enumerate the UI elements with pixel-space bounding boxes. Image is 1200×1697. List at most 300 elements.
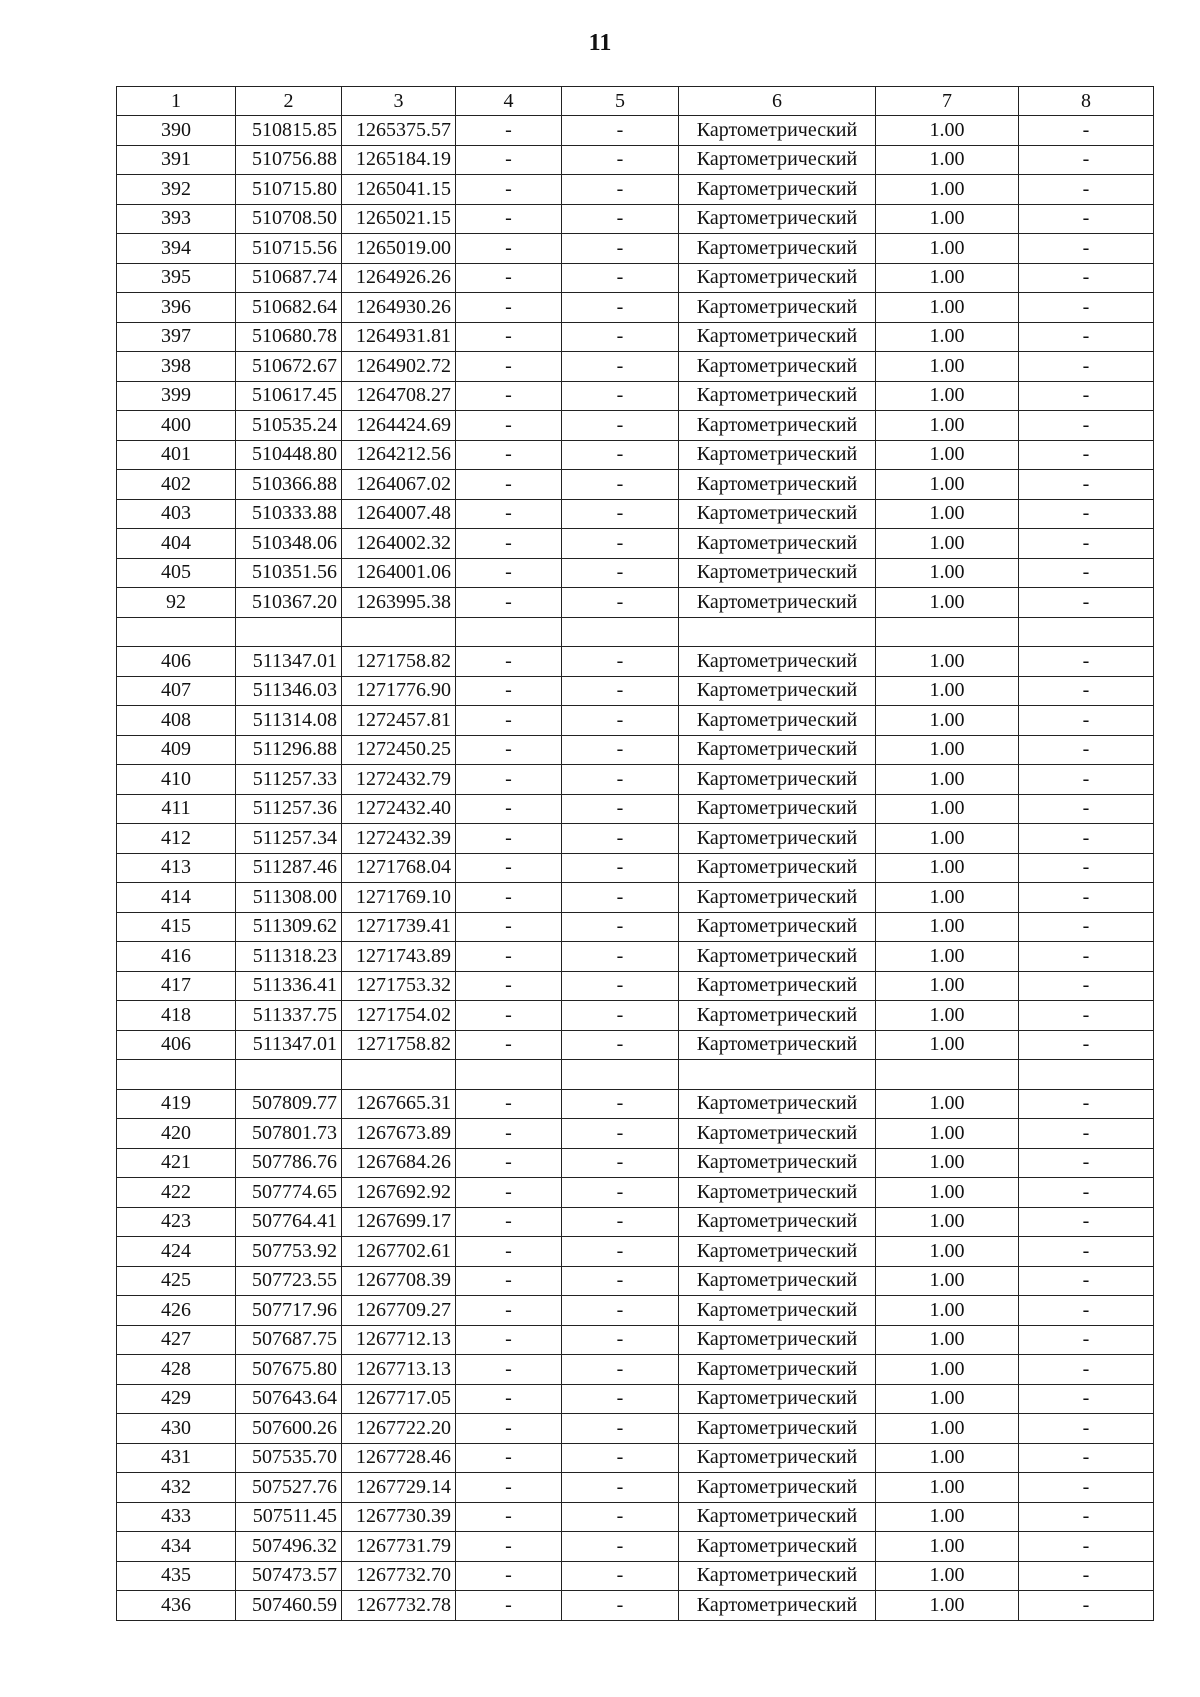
col5-cell: - [562, 824, 679, 854]
col8-cell: - [1019, 116, 1154, 146]
table-row [117, 322, 1154, 352]
x-coordinate-cell: 511257.33 [236, 765, 342, 795]
x-coordinate-cell: 510708.50 [236, 204, 342, 234]
method-cell: Картометрический [679, 1473, 876, 1503]
method-cell: Картометрический [679, 588, 876, 618]
method-cell: Картометрический [679, 1119, 876, 1149]
accuracy-cell: 1.00 [876, 1089, 1019, 1119]
col5-cell: - [562, 116, 679, 146]
accuracy-cell: 1.00 [876, 322, 1019, 352]
table-row [117, 1384, 1154, 1414]
method-cell: Картометрический [679, 322, 876, 352]
column-header: 3 [342, 87, 456, 116]
col5-cell: - [562, 971, 679, 1001]
table-row [117, 352, 1154, 382]
col8-cell: - [1019, 381, 1154, 411]
col8-cell: - [1019, 942, 1154, 972]
column-header: 4 [456, 87, 562, 116]
table-row [117, 1178, 1154, 1208]
col4-cell: - [456, 883, 562, 913]
point-number-cell: 395 [117, 263, 236, 293]
method-cell: Картометрический [679, 470, 876, 500]
table-row [117, 470, 1154, 500]
table-row [117, 765, 1154, 795]
table-row [117, 1502, 1154, 1532]
col4-cell: - [456, 1237, 562, 1267]
x-coordinate-cell: 507643.64 [236, 1384, 342, 1414]
accuracy-cell: 1.00 [876, 853, 1019, 883]
method-cell: Картометрический [679, 1502, 876, 1532]
col8-cell: - [1019, 765, 1154, 795]
method-cell: Картометрический [679, 824, 876, 854]
y-coordinate-cell: 1267729.14 [342, 1473, 456, 1503]
method-cell: Картометрический [679, 204, 876, 234]
col8-cell: - [1019, 263, 1154, 293]
table-row [117, 1237, 1154, 1267]
method-cell: Картометрический [679, 1266, 876, 1296]
col4-cell: - [456, 971, 562, 1001]
col5-cell: - [562, 352, 679, 382]
accuracy-cell: 1.00 [876, 588, 1019, 618]
table-row [117, 175, 1154, 205]
col4-cell: - [456, 1266, 562, 1296]
col8-cell: - [1019, 1266, 1154, 1296]
table-row [117, 1030, 1154, 1060]
table-row [117, 234, 1154, 264]
col4-cell: - [456, 1178, 562, 1208]
y-coordinate-cell: 1271768.04 [342, 853, 456, 883]
point-number-cell: 407 [117, 676, 236, 706]
method-cell: Картометрический [679, 1443, 876, 1473]
col4-cell: - [456, 1502, 562, 1532]
col5-cell: - [562, 765, 679, 795]
point-number-cell: 412 [117, 824, 236, 854]
y-coordinate-cell: 1272432.79 [342, 765, 456, 795]
method-cell: Картометрический [679, 883, 876, 913]
col5-cell: - [562, 1266, 679, 1296]
point-number-cell: 394 [117, 234, 236, 264]
col8-cell: - [1019, 971, 1154, 1001]
col8-cell: - [1019, 440, 1154, 470]
point-number-cell: 434 [117, 1532, 236, 1562]
col8-cell: - [1019, 175, 1154, 205]
col5-cell: - [562, 1443, 679, 1473]
col8-cell: - [1019, 352, 1154, 382]
accuracy-cell: 1.00 [876, 1443, 1019, 1473]
table-row [117, 1591, 1154, 1621]
col5-cell: - [562, 440, 679, 470]
point-number-cell: 417 [117, 971, 236, 1001]
table-row [117, 1414, 1154, 1444]
method-cell: Картометрический [679, 971, 876, 1001]
y-coordinate-cell: 1272432.40 [342, 794, 456, 824]
col4-cell: - [456, 1443, 562, 1473]
x-coordinate-cell: 507496.32 [236, 1532, 342, 1562]
method-cell: Картометрический [679, 1591, 876, 1621]
x-coordinate-cell: 507764.41 [236, 1207, 342, 1237]
accuracy-cell: 1.00 [876, 116, 1019, 146]
col8-cell: - [1019, 204, 1154, 234]
x-coordinate-cell: 511287.46 [236, 853, 342, 883]
col4-cell: - [456, 1001, 562, 1031]
y-coordinate-cell: 1267684.26 [342, 1148, 456, 1178]
table-row [117, 1207, 1154, 1237]
accuracy-cell: 1.00 [876, 440, 1019, 470]
table-row [117, 440, 1154, 470]
col8-cell: - [1019, 1443, 1154, 1473]
col4-cell: - [456, 411, 562, 441]
y-coordinate-cell: 1272450.25 [342, 735, 456, 765]
col5-cell: - [562, 1030, 679, 1060]
col4-cell: - [456, 1207, 562, 1237]
col5-cell: - [562, 470, 679, 500]
column-header: 1 [117, 87, 236, 116]
x-coordinate-cell: 511257.34 [236, 824, 342, 854]
method-cell: Картометрический [679, 853, 876, 883]
col8-cell: - [1019, 1532, 1154, 1562]
y-coordinate-cell: 1265019.00 [342, 234, 456, 264]
y-coordinate-cell: 1264424.69 [342, 411, 456, 441]
x-coordinate-cell: 507687.75 [236, 1325, 342, 1355]
column-header: 6 [679, 87, 876, 116]
y-coordinate-cell [342, 617, 456, 647]
x-coordinate-cell: 510756.88 [236, 145, 342, 175]
col5-cell: - [562, 1001, 679, 1031]
point-number-cell [117, 617, 236, 647]
y-coordinate-cell: 1267702.61 [342, 1237, 456, 1267]
point-number-cell: 425 [117, 1266, 236, 1296]
col4-cell: - [456, 588, 562, 618]
table-row [117, 1148, 1154, 1178]
point-number-cell: 393 [117, 204, 236, 234]
x-coordinate-cell: 510367.20 [236, 588, 342, 618]
x-coordinate-cell: 510448.80 [236, 440, 342, 470]
col8-cell: - [1019, 1414, 1154, 1444]
table-row [117, 1089, 1154, 1119]
table-row [117, 824, 1154, 854]
table-row [117, 263, 1154, 293]
col8-cell: - [1019, 234, 1154, 264]
y-coordinate-cell: 1264708.27 [342, 381, 456, 411]
accuracy-cell: 1.00 [876, 352, 1019, 382]
column-header: 5 [562, 87, 679, 116]
col5-cell: - [562, 1591, 679, 1621]
accuracy-cell: 1.00 [876, 1473, 1019, 1503]
point-number-cell: 420 [117, 1119, 236, 1149]
col8-cell: - [1019, 1089, 1154, 1119]
col8-cell: - [1019, 1178, 1154, 1208]
y-coordinate-cell: 1265041.15 [342, 175, 456, 205]
method-cell: Картометрический [679, 1414, 876, 1444]
y-coordinate-cell: 1264931.81 [342, 322, 456, 352]
table-row [117, 204, 1154, 234]
y-coordinate-cell: 1271753.32 [342, 971, 456, 1001]
col4-cell [456, 617, 562, 647]
point-number-cell: 419 [117, 1089, 236, 1119]
accuracy-cell: 1.00 [876, 1207, 1019, 1237]
point-number-cell: 436 [117, 1591, 236, 1621]
table-row [117, 1266, 1154, 1296]
col5-cell: - [562, 1561, 679, 1591]
accuracy-cell: 1.00 [876, 1296, 1019, 1326]
y-coordinate-cell: 1267709.27 [342, 1296, 456, 1326]
col4-cell: - [456, 853, 562, 883]
col5-cell: - [562, 883, 679, 913]
accuracy-cell: 1.00 [876, 1561, 1019, 1591]
point-number-cell: 406 [117, 647, 236, 677]
table-row [117, 411, 1154, 441]
x-coordinate-cell: 511336.41 [236, 971, 342, 1001]
col4-cell: - [456, 1532, 562, 1562]
table-row [117, 145, 1154, 175]
y-coordinate-cell: 1264001.06 [342, 558, 456, 588]
x-coordinate-cell: 510617.45 [236, 381, 342, 411]
table-row [117, 617, 1154, 647]
x-coordinate-cell: 507717.96 [236, 1296, 342, 1326]
accuracy-cell: 1.00 [876, 912, 1019, 942]
point-number-cell: 415 [117, 912, 236, 942]
table-row [117, 293, 1154, 323]
x-coordinate-cell: 507774.65 [236, 1178, 342, 1208]
col5-cell: - [562, 706, 679, 736]
y-coordinate-cell: 1267717.05 [342, 1384, 456, 1414]
point-number-cell: 408 [117, 706, 236, 736]
col4-cell: - [456, 912, 562, 942]
y-coordinate-cell: 1271743.89 [342, 942, 456, 972]
col5-cell: - [562, 942, 679, 972]
method-cell: Картометрический [679, 1001, 876, 1031]
col8-cell: - [1019, 529, 1154, 559]
col4-cell: - [456, 381, 562, 411]
accuracy-cell: 1.00 [876, 706, 1019, 736]
col5-cell: - [562, 794, 679, 824]
point-number-cell: 426 [117, 1296, 236, 1326]
accuracy-cell: 1.00 [876, 765, 1019, 795]
x-coordinate-cell: 510687.74 [236, 263, 342, 293]
col8-cell: - [1019, 647, 1154, 677]
table-row [117, 647, 1154, 677]
method-cell: Картометрический [679, 116, 876, 146]
table-row [117, 883, 1154, 913]
col8-cell: - [1019, 293, 1154, 323]
table-row [117, 1296, 1154, 1326]
col4-cell: - [456, 352, 562, 382]
accuracy-cell: 1.00 [876, 883, 1019, 913]
accuracy-cell: 1.00 [876, 204, 1019, 234]
method-cell: Картометрический [679, 765, 876, 795]
accuracy-cell: 1.00 [876, 1532, 1019, 1562]
y-coordinate-cell: 1271754.02 [342, 1001, 456, 1031]
page-number: 11 [588, 30, 612, 56]
col8-cell: - [1019, 1473, 1154, 1503]
col5-cell [562, 1060, 679, 1090]
point-number-cell: 428 [117, 1355, 236, 1385]
method-cell: Картометрический [679, 145, 876, 175]
col8-cell: - [1019, 1355, 1154, 1385]
col4-cell: - [456, 1355, 562, 1385]
accuracy-cell: 1.00 [876, 1355, 1019, 1385]
y-coordinate-cell: 1267692.92 [342, 1178, 456, 1208]
x-coordinate-cell: 510680.78 [236, 322, 342, 352]
y-coordinate-cell: 1265184.19 [342, 145, 456, 175]
column-header: 2 [236, 87, 342, 116]
col4-cell: - [456, 1325, 562, 1355]
x-coordinate-cell: 507809.77 [236, 1089, 342, 1119]
y-coordinate-cell: 1265375.57 [342, 116, 456, 146]
x-coordinate-cell: 511296.88 [236, 735, 342, 765]
y-coordinate-cell: 1263995.38 [342, 588, 456, 618]
point-number-cell: 400 [117, 411, 236, 441]
y-coordinate-cell: 1267732.78 [342, 1591, 456, 1621]
method-cell: Картометрический [679, 411, 876, 441]
accuracy-cell: 1.00 [876, 411, 1019, 441]
table-row [117, 381, 1154, 411]
col8-cell [1019, 617, 1154, 647]
x-coordinate-cell: 511257.36 [236, 794, 342, 824]
point-number-cell: 410 [117, 765, 236, 795]
point-number-cell: 398 [117, 352, 236, 382]
point-number-cell: 390 [117, 116, 236, 146]
col5-cell: - [562, 145, 679, 175]
accuracy-cell: 1.00 [876, 942, 1019, 972]
col8-cell: - [1019, 1119, 1154, 1149]
x-coordinate-cell: 511346.03 [236, 676, 342, 706]
y-coordinate-cell: 1267699.17 [342, 1207, 456, 1237]
col4-cell: - [456, 293, 562, 323]
accuracy-cell [876, 1060, 1019, 1090]
accuracy-cell: 1.00 [876, 381, 1019, 411]
method-cell: Картометрический [679, 1148, 876, 1178]
col8-cell: - [1019, 470, 1154, 500]
method-cell: Картометрический [679, 263, 876, 293]
y-coordinate-cell: 1265021.15 [342, 204, 456, 234]
col8-cell: - [1019, 1237, 1154, 1267]
method-cell: Картометрический [679, 1030, 876, 1060]
col5-cell: - [562, 529, 679, 559]
col8-cell: - [1019, 411, 1154, 441]
y-coordinate-cell: 1267731.79 [342, 1532, 456, 1562]
method-cell: Картометрический [679, 912, 876, 942]
x-coordinate-cell [236, 1060, 342, 1090]
col5-cell: - [562, 735, 679, 765]
col4-cell: - [456, 116, 562, 146]
col4-cell: - [456, 794, 562, 824]
accuracy-cell: 1.00 [876, 1119, 1019, 1149]
x-coordinate-cell: 510715.56 [236, 234, 342, 264]
accuracy-cell: 1.00 [876, 824, 1019, 854]
col5-cell: - [562, 411, 679, 441]
table-row [117, 912, 1154, 942]
accuracy-cell: 1.00 [876, 1325, 1019, 1355]
col8-cell [1019, 1060, 1154, 1090]
col5-cell: - [562, 647, 679, 677]
col8-cell: - [1019, 853, 1154, 883]
method-cell: Картометрический [679, 381, 876, 411]
col5-cell: - [562, 499, 679, 529]
x-coordinate-cell: 511318.23 [236, 942, 342, 972]
method-cell: Картометрический [679, 1561, 876, 1591]
method-cell: Картометрический [679, 1237, 876, 1267]
method-cell: Картометрический [679, 1325, 876, 1355]
col8-cell: - [1019, 824, 1154, 854]
col4-cell: - [456, 1473, 562, 1503]
x-coordinate-cell: 510366.88 [236, 470, 342, 500]
method-cell: Картометрический [679, 1178, 876, 1208]
y-coordinate-cell: 1267665.31 [342, 1089, 456, 1119]
col5-cell: - [562, 322, 679, 352]
x-coordinate-cell: 511347.01 [236, 1030, 342, 1060]
y-coordinate-cell: 1267673.89 [342, 1119, 456, 1149]
point-number-cell: 435 [117, 1561, 236, 1591]
table-row [117, 794, 1154, 824]
accuracy-cell: 1.00 [876, 145, 1019, 175]
y-coordinate-cell: 1267713.13 [342, 1355, 456, 1385]
col5-cell: - [562, 853, 679, 883]
x-coordinate-cell: 507723.55 [236, 1266, 342, 1296]
accuracy-cell: 1.00 [876, 794, 1019, 824]
method-cell: Картометрический [679, 440, 876, 470]
col5-cell: - [562, 1502, 679, 1532]
col8-cell: - [1019, 1561, 1154, 1591]
accuracy-cell: 1.00 [876, 1591, 1019, 1621]
table-row [117, 116, 1154, 146]
table-row [117, 942, 1154, 972]
table-row [117, 1119, 1154, 1149]
col8-cell: - [1019, 706, 1154, 736]
point-number-cell [117, 1060, 236, 1090]
x-coordinate-cell: 510815.85 [236, 116, 342, 146]
accuracy-cell: 1.00 [876, 1502, 1019, 1532]
col5-cell: - [562, 175, 679, 205]
header-row [117, 87, 1154, 116]
point-number-cell: 413 [117, 853, 236, 883]
coordinates-table [116, 86, 1154, 1621]
accuracy-cell: 1.00 [876, 676, 1019, 706]
col5-cell: - [562, 1237, 679, 1267]
accuracy-cell: 1.00 [876, 1178, 1019, 1208]
col4-cell: - [456, 1591, 562, 1621]
y-coordinate-cell: 1264926.26 [342, 263, 456, 293]
accuracy-cell: 1.00 [876, 1001, 1019, 1031]
accuracy-cell: 1.00 [876, 971, 1019, 1001]
accuracy-cell: 1.00 [876, 1030, 1019, 1060]
col5-cell: - [562, 558, 679, 588]
col4-cell: - [456, 145, 562, 175]
method-cell: Картометрический [679, 529, 876, 559]
accuracy-cell: 1.00 [876, 1237, 1019, 1267]
point-number-cell: 422 [117, 1178, 236, 1208]
col4-cell: - [456, 1561, 562, 1591]
method-cell: Картометрический [679, 735, 876, 765]
col5-cell: - [562, 1473, 679, 1503]
col5-cell: - [562, 1325, 679, 1355]
point-number-cell: 431 [117, 1443, 236, 1473]
accuracy-cell: 1.00 [876, 263, 1019, 293]
method-cell: Картометрический [679, 499, 876, 529]
method-cell: Картометрический [679, 1089, 876, 1119]
col4-cell: - [456, 1384, 562, 1414]
col8-cell: - [1019, 1384, 1154, 1414]
method-cell: Картометрический [679, 293, 876, 323]
y-coordinate-cell: 1272457.81 [342, 706, 456, 736]
y-coordinate-cell: 1272432.39 [342, 824, 456, 854]
col8-cell: - [1019, 145, 1154, 175]
col5-cell: - [562, 1089, 679, 1119]
col4-cell: - [456, 529, 562, 559]
method-cell: Картометрический [679, 558, 876, 588]
point-number-cell: 411 [117, 794, 236, 824]
point-number-cell: 406 [117, 1030, 236, 1060]
